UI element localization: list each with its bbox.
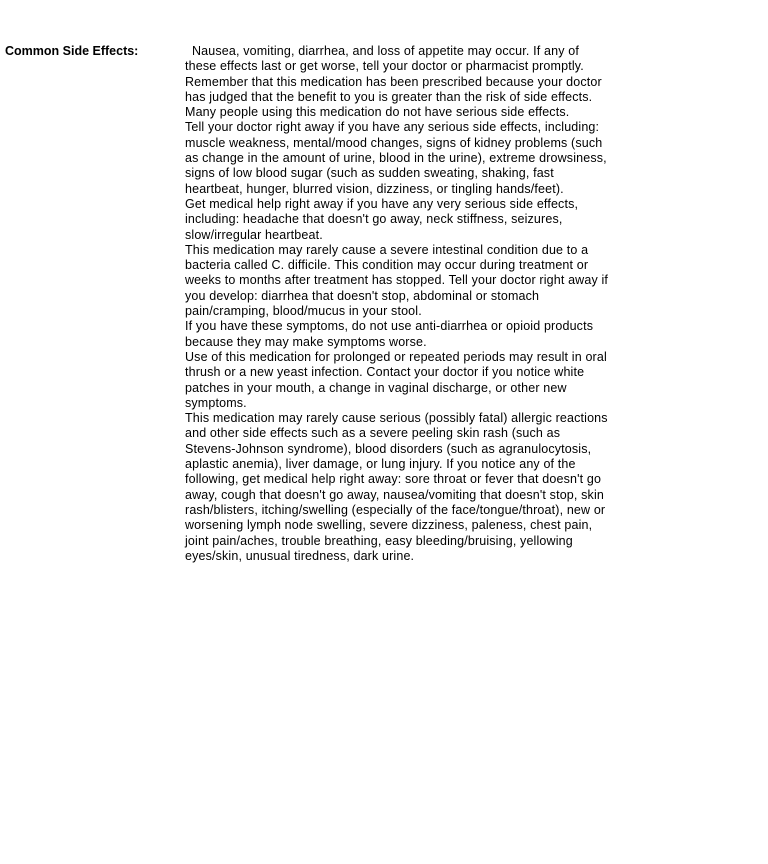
paragraph-serious-effects: Tell your doctor right away if you have any serious side effects, including: muscle weakness, mental/mood changes, signs of kidney problems (such as change in the amount of urine, blood in the urine), extreme drowsiness, signs of low blood sugar (such as sudden sweating, shaking, fast heartbeat, hunger, blurred vision, dizziness, or tingling hands/feet). <box>185 120 607 196</box>
section-content <box>185 44 609 564</box>
paragraph-common-effects: Nausea, vomiting, diarrhea, and loss of appetite may occur. If any of these effects last or get worse, tell your doctor or pharmacist promptly. <box>185 44 584 74</box>
paragraph-allergic-reactions: This medication may rarely cause serious (possibly fatal) allergic reactions and other side effects such as a severe peeling skin rash (such as Stevens-Johnson syndrome), blood disorders (such as agranulocytosis, aplastic anemia), liver damage, or lung injury. If you notice any of the following, get medical help right away: sore throat or fever that doesn't go away, cough that doesn't go away, nausea/vomiting that doesn't stop, skin rash/blisters, itching/swelling (especially of the face/tongue/throat), new or worsening lymph node swelling, severe dizziness, paleness, chest pain, joint pain/aches, trouble breathing, easy bleeding/bruising, yellowing eyes/skin, unusual tiredness, dark urine. <box>185 411 608 563</box>
paragraph-yeast-infection: Use of this medication for prolonged or repeated periods may result in oral thrush or a new yeast infection. Contact your doctor if you notice white patches in your mouth, a change in vaginal discharge, or other new symptoms. <box>185 349 607 410</box>
section-label: Common Side Effects: <box>5 44 139 58</box>
paragraph-anti-diarrhea-warning: If you have these symptoms, do not use anti-diarrhea or opioid products because they may make symptoms worse. <box>185 319 594 349</box>
paragraph-benefit-risk: Remember that this medication has been prescribed because your doctor has judged that the benefit to you is greater than the risk of side effects. Many people using this medication do not have serious side effects. <box>185 74 602 120</box>
paragraph-c-difficile: This medication may rarely cause a severe intestinal condition due to a bacteria called C. difficile. This condition may occur during treatment or weeks to months after treatment has stopped. Tell your doctor right away if you develop: diarrhea that doesn't stop, abdominal or stomach pain/cramping, blood/mucus in your stool. <box>185 242 609 319</box>
paragraph-very-serious-effects: Get medical help right away if you have any very serious side effects, including: headache that doesn't go away, neck stiffness, seizures, slow/irregular heartbeat. <box>185 196 579 242</box>
